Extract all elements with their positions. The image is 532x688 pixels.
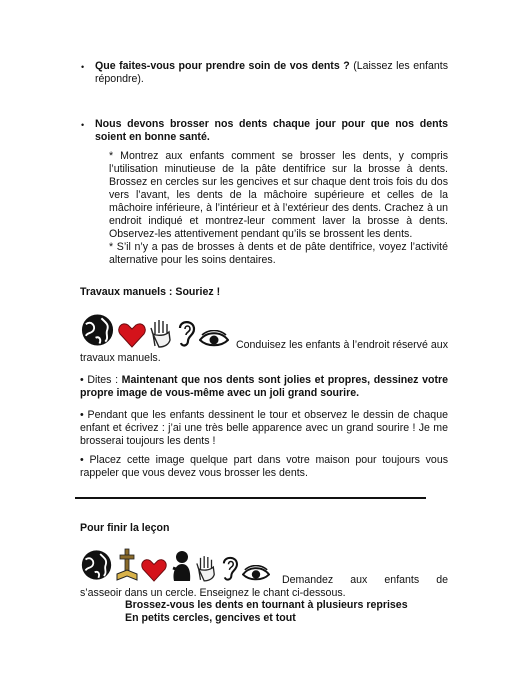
section-divider (75, 497, 426, 499)
question-1-bold: Que faites-vous pour prendre soin de vos dents ? (95, 60, 350, 72)
bullet-q1: • (81, 62, 85, 72)
question-1 (95, 60, 448, 86)
display-text: Placez cette image quelque part dans votre maison pour toujours vous rappeler que vous devez vous brosser les dents. (80, 454, 449, 479)
note-brushing-instructions: * Montrez aux enfants comment se brosser les dents, y compris l’utilisation minutieuse de la pâte dentifrice sur la brosse à dents. Brossez en cercles sur les gencives et sur chaque dent trois fois du dos vers l’avant, les dents de la mâchoire supérieure et celles de la mâchoire inférieure, à l’intérieur et à l’extérieur des dents. Crachez à un endroit indiqué et montrez-leur comment laver la brosse à dents. Observez-les attentivement pendant qu’ils se brossent les dents. (109, 150, 448, 240)
dites-instruction: Maintenant que nos dents sont jolies et propres, dessinez votre propre image de vous-même avec un joli grand sourire. (80, 374, 448, 399)
bullet-q2: • (81, 120, 85, 130)
statement-2: Nous devons brosser nos dents chaque jour pour que nos dents soient en bonne santé. (95, 118, 448, 143)
closing-intro (80, 574, 448, 600)
bullet-dites (80, 374, 448, 400)
song-line-2: En petits cercles, gencives et tout (125, 612, 296, 624)
closing-intro-text: Demandez aux enfants de s’asseoir dans un cercle. Enseignez le chant ci-dessous. (80, 574, 448, 599)
dites-label: Dites : (87, 374, 122, 386)
song-line-1: Brossez-vous les dents en tournant à plusieurs reprises (125, 599, 408, 611)
bullet-display-glyph: • (80, 454, 84, 466)
bullet-drawing (80, 409, 448, 448)
crafts-intro (80, 339, 448, 365)
section-title-closing: Pour finir la leçon (80, 522, 170, 534)
drawing-text: Pendant que les enfants dessinent le tour et observez le dessin de chaque enfant et écrivez : j’ai une très belle apparence avec un grand sourire ! Je me brosserai toujours les dents ! (80, 409, 448, 447)
section-title-crafts: Travaux manuels : Souriez ! (80, 286, 221, 298)
bullet-dites-glyph: • (80, 374, 84, 386)
question-1-rest: (Laissez les enfants répondre). (95, 60, 448, 85)
bullet-drawing-glyph: • (80, 409, 84, 421)
note-alternative-activity: * S’il n’y a pas de brosses à dents et de pâte dentifrice, voyez l’activité alternative pour les soins dentaires. (109, 241, 448, 266)
bullet-display (80, 454, 448, 480)
crafts-intro-text: Conduisez les enfants à l’endroit réservé aux travaux manuels. (80, 339, 448, 364)
